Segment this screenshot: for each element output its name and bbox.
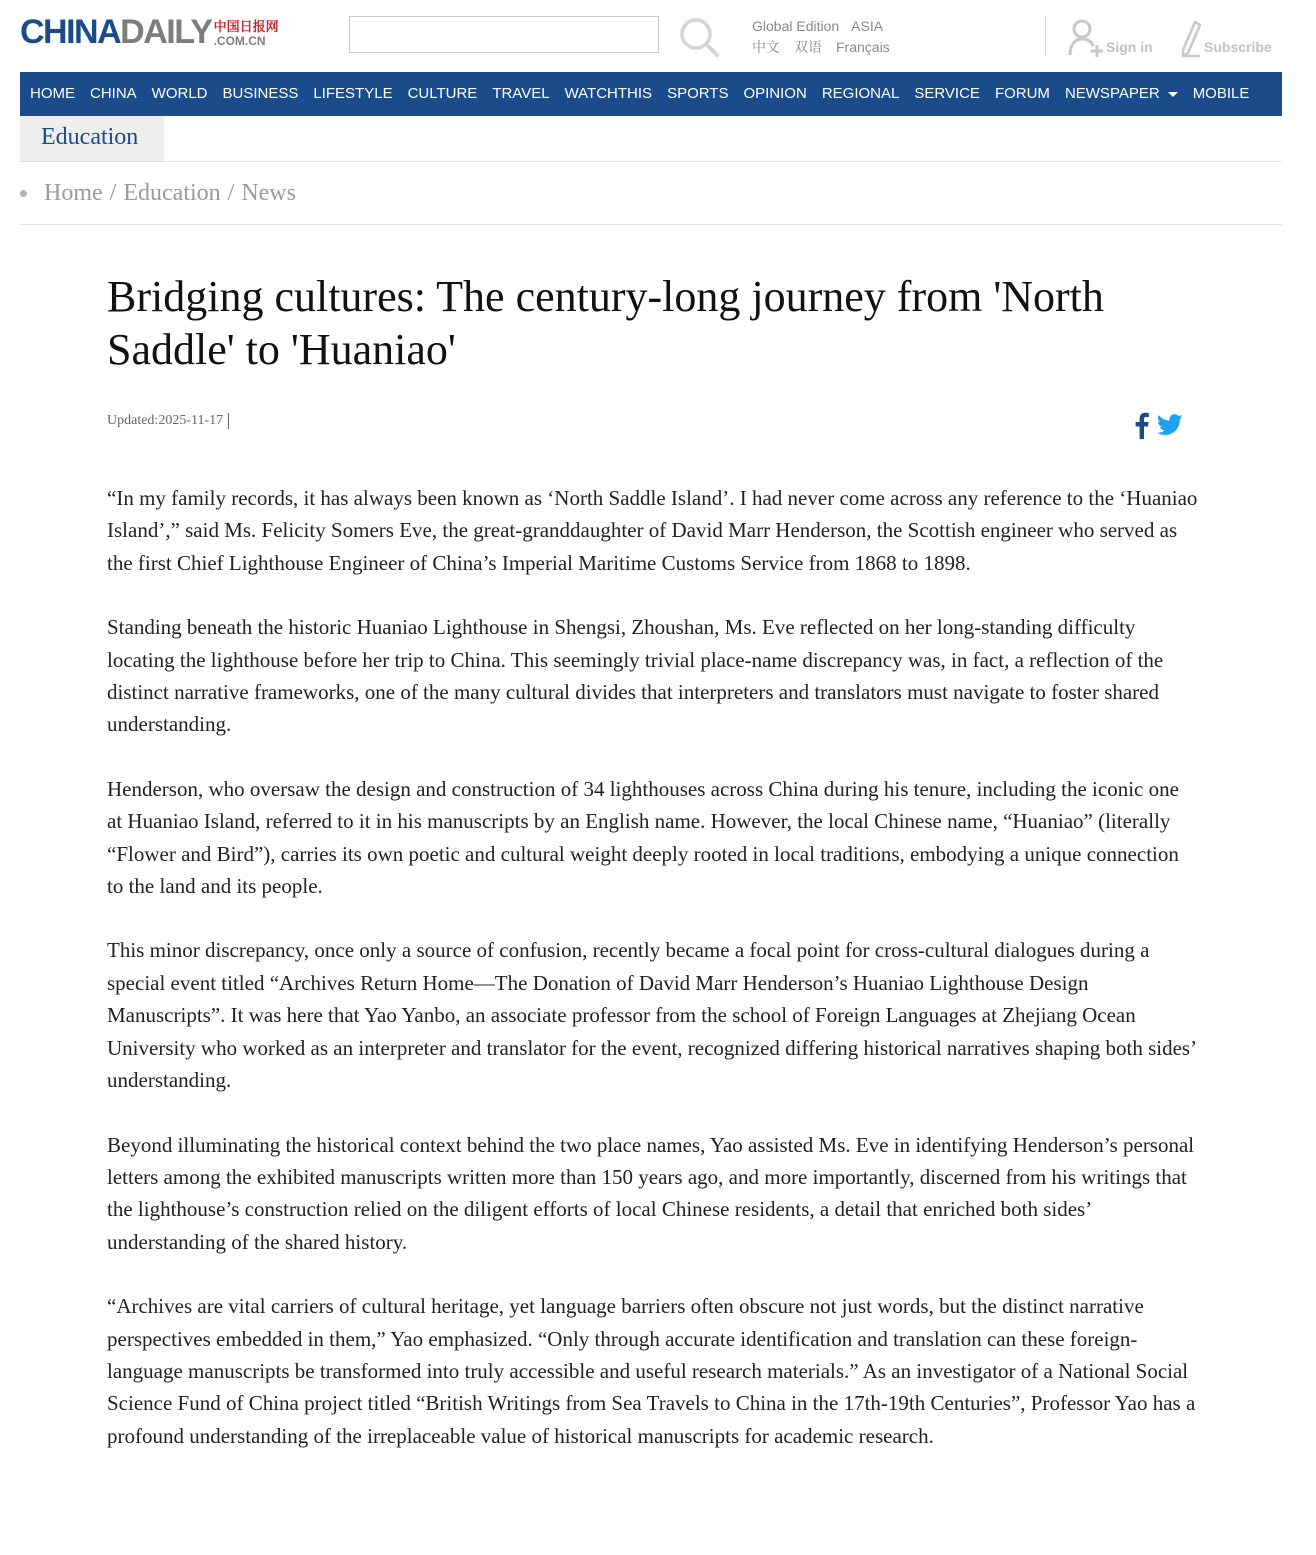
article-paragraph: Henderson, who oversaw the design and construction of 34 lighthouses across China during his tenure, including the iconic one at Huaniao Island, referred to it in his manuscripts by an English name. However, the local Chinese name, “Huaniao” (literally “Flower and Bird”), carries its own poetic and cultural weight deeply rooted in local traditions, embodying a unique connection to the land and its people. xyxy=(107,776,1179,899)
nav-opinion[interactable]: OPINION xyxy=(743,85,807,102)
section-tab-label: Education xyxy=(41,124,139,150)
site-logo[interactable] xyxy=(20,12,279,52)
nav-culture[interactable]: CULTURE xyxy=(407,85,478,102)
nav-sports[interactable]: SPORTS xyxy=(667,85,729,102)
breadcrumb-divider xyxy=(20,224,1282,225)
logo-china-text: CHINA xyxy=(20,13,121,51)
search-icon[interactable] xyxy=(678,16,720,58)
nav-china[interactable]: CHINA xyxy=(90,85,137,102)
logo-domain-text: .COM.CN xyxy=(213,34,266,48)
main-nav xyxy=(20,72,1282,116)
breadcrumb-separator: / xyxy=(109,179,117,206)
article-paragraph: Beyond illuminating the historical context behind the two place names, Yao assisted Ms. Eve in identifying Henderson’s personal letters among the exhibited manuscripts written more than 150 years ago, and more importantly, discerned from his writings that the lighthouse’s construction relied on the diligent efforts of local Chinese residents, a detail that enriched both sides’ understanding of the shared history. xyxy=(107,1132,1195,1254)
nav-home[interactable]: HOME xyxy=(30,85,75,102)
updated-date: Updated:2025-11-17 xyxy=(107,413,224,429)
nav-lifestyle[interactable]: LIFESTYLE xyxy=(313,85,393,102)
user-plus-icon xyxy=(1068,18,1104,58)
article-paragraph: Standing beneath the historic Huaniao Lighthouse in Shengsi, Zhoushan, Ms. Eve reflected on her long-standing difficulty locating the lighthouse before her trip to China. This seemingly trivial place-name discrepancy was, in fact, a reflection of the distinct narrative frameworks, one of the many cultural divides that interpreters and translators must navigate to foster shared understanding. xyxy=(107,615,1164,737)
subscribe-link[interactable] xyxy=(1180,16,1272,58)
edition-french[interactable]: Français xyxy=(836,39,890,55)
breadcrumb xyxy=(20,178,296,208)
nav-forum[interactable]: FORUM xyxy=(994,85,1050,102)
logo-side xyxy=(214,21,279,48)
article-paragraph: This minor discrepancy, once only a source of confusion, recently became a focal point for cross-cultural dialogues during a special event titled “Archives Return Home—The Donation of David Marr Henderson’s Huaniao Lighthouse Design Manuscripts”. It was here that Yao Yanbo, an associate professor from the school of Foreign Languages at Zhejiang Ocean University who worked as an interpreter and translator for the event, recognized differing historical narratives shaping both sides’ understanding. xyxy=(107,938,1196,1093)
nav-travel[interactable]: TRAVEL xyxy=(492,85,550,102)
logo-cn-text: 中国日报网 xyxy=(213,20,279,35)
nav-service[interactable]: SERVICE xyxy=(914,85,980,102)
header-divider xyxy=(1045,16,1046,56)
logo-daily-text: DAILY xyxy=(120,13,212,51)
breadcrumb-separator: / xyxy=(227,179,235,206)
search-input[interactable] xyxy=(349,16,659,53)
sign-in-label: Sign in xyxy=(1106,39,1153,55)
breadcrumb-education[interactable]: Education xyxy=(123,179,221,206)
sign-in-link[interactable] xyxy=(1068,14,1153,58)
edition-asia[interactable]: ASIA xyxy=(851,18,884,34)
caret-down-icon xyxy=(1168,92,1178,97)
edition-chinese[interactable]: 中文 xyxy=(752,39,780,55)
bullet-icon xyxy=(20,190,27,197)
article-paragraph: “In my family records, it has always been known as ‘North Saddle Island’. I had never come across any reference to the ‘Huaniao Island’,” said Ms. Felicity Somers Eve, the great-granddaughter of David Marr Henderson, the Scottish engineer who served as the first Chief Lighthouse Engineer of China’s Imperial Maritime Customs Service from 1868 to 1898. xyxy=(107,486,1198,575)
edition-bilingual[interactable]: 双语 xyxy=(794,39,822,55)
nav-newspaper[interactable] xyxy=(1057,72,1185,116)
article-updated xyxy=(107,413,229,429)
section-tab[interactable] xyxy=(20,116,164,161)
nav-newspaper-label: NEWSPAPER xyxy=(1064,85,1160,102)
nav-world[interactable]: WORLD xyxy=(151,85,208,102)
edition-links xyxy=(752,16,904,58)
section-divider xyxy=(20,161,1282,162)
nav-regional[interactable]: REGIONAL xyxy=(821,85,900,102)
nav-business[interactable]: BUSINESS xyxy=(222,85,299,102)
subscribe-label: Subscribe xyxy=(1204,39,1272,55)
facebook-icon[interactable] xyxy=(1132,411,1150,439)
edition-global[interactable]: Global Edition xyxy=(752,18,840,34)
twitter-icon[interactable] xyxy=(1157,413,1183,437)
article-body xyxy=(107,482,1199,1484)
article-paragraph: “Archives are vital carriers of cultural heritage, yet language barriers often obscure not just words, but the distinct narrative perspectives embedded in them,” Yao emphasized. “Only through accurate identification and translation can these foreign-language manuscripts be transformed into truly accessible and useful research materials.” As an investigator of a National Social Science Fund of China project titled “British Writings from Sea Travels to China in the 17th-19th Centuries”, Professor Yao has a profound understanding of the irreplaceable value of historical manuscripts for academic research. xyxy=(107,1294,1196,1448)
pen-icon xyxy=(1180,20,1202,58)
breadcrumb-home[interactable]: Home xyxy=(44,179,103,206)
nav-watchthis[interactable]: WATCHTHIS xyxy=(564,85,653,102)
meta-divider xyxy=(228,413,229,429)
article-title: Bridging cultures: The century-long journey from 'North Saddle' to 'Huaniao' xyxy=(107,272,1104,374)
site-header xyxy=(0,0,1316,72)
breadcrumb-news[interactable]: News xyxy=(241,179,296,206)
share-buttons xyxy=(1132,411,1183,439)
nav-mobile[interactable]: MOBILE xyxy=(1192,85,1250,102)
